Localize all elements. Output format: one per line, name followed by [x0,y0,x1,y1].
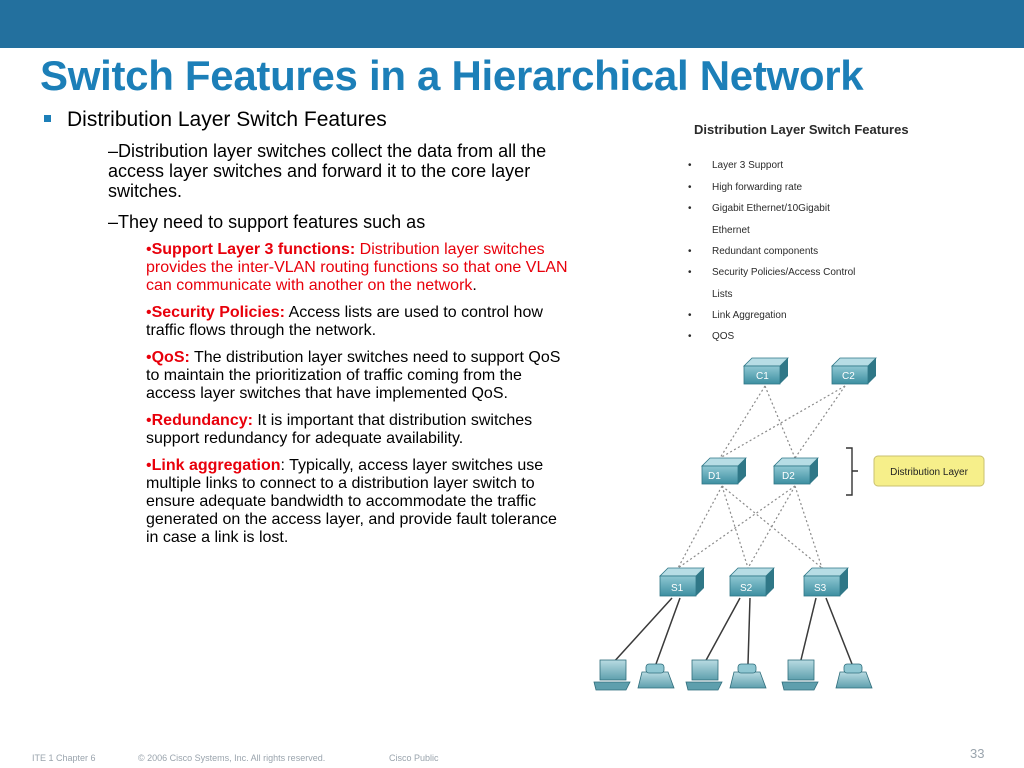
pc-icon [594,660,630,690]
diagram-feature: High forwarding rate [712,182,803,193]
sub-point-features: –They need to support features such as [108,212,426,232]
diagram-feature: Gigabit Ethernet/10Gigabit [712,203,830,214]
item-term: Redundancy: [151,412,253,429]
main-bullet-text: Distribution Layer Switch Features [67,108,387,131]
switch-s3 [804,568,848,596]
item-text: Access lists are used to control how traffic flows through the network. [146,304,543,339]
footer-course: ITE 1 Chapter 6 [32,753,96,763]
bullet-square-icon [44,115,51,122]
diagram-feature: Link Aggregation [712,310,787,321]
feature-item-link-aggregation [146,457,571,547]
diagram-heading: Distribution Layer Switch Features [694,122,909,137]
item-term: Support Layer 3 functions: [151,241,356,258]
item-term: QoS: [151,349,190,366]
footer-copyright: © 2006 Cisco Systems, Inc. All rights reserved. [138,753,326,763]
item-text: : Typically, access layer switches use multiple links to connect to a distribution layer switch to ensure adequate bandwidth to accommodate the traffic generated on the access layer, and provide fault tolerance in case a link is lost. [146,457,557,546]
feature-item-redundancy [146,412,571,448]
page-number: 33 [970,746,985,761]
main-bullet [44,108,387,132]
switch-label: C2 [842,371,855,382]
diagram-feature: Redundant components [712,246,819,257]
switch-label: C1 [756,371,769,382]
item-suffix: . [472,277,477,294]
layer-bracket [846,448,858,495]
diagram-feature: Layer 3 Support [712,160,784,171]
footer-classification: Cisco Public [389,753,439,763]
switch-label: S1 [671,583,684,594]
access-links [612,598,852,664]
diagram-feature: Lists [712,289,733,300]
switch-label: D1 [708,471,721,482]
item-bullet: • [146,457,152,474]
item-term: Security Policies: [151,304,285,321]
feature-item-layer3 [146,241,571,295]
ip-phone-icon [836,664,872,688]
switch-label: S2 [740,583,753,594]
feature-item-security [146,304,571,340]
switch-s1 [660,568,704,596]
item-bullet: • [146,304,152,321]
callout-label: Distribution Layer [890,467,968,478]
diagram-feature: Ethernet [712,225,750,236]
item-text: Distribution layer switches provides the inter-VLAN routing functions so that one VLAN can communicate with another on the network [146,241,568,294]
feature-bullet-dot: • [688,203,692,214]
slide-title: Switch Features in a Hierarchical Network [40,52,864,99]
item-text: It is important that distribution switches support redundancy for adequate availability. [146,412,533,447]
feature-bullet-dot: • [688,310,692,321]
feature-bullet-dot: • [688,160,692,171]
feature-bullet-dot: • [688,182,692,193]
ip-phone-icon [730,664,766,688]
item-text: The distribution layer switches need to support QoS to maintain the prioritization of traffic coming from the access layer switches that have implemented QoS. [146,349,561,402]
switch-c2 [832,358,876,384]
pc-icon [782,660,818,690]
feature-list [146,241,571,556]
item-term: Link aggregation [151,457,281,474]
switch-d2 [774,458,818,484]
item-bullet: • [146,412,152,429]
feature-item-qos [146,349,571,403]
switch-d1 [702,458,746,484]
pc-icon [686,660,722,690]
diagram-feature: Security Policies/Access Control [712,267,856,278]
switch-c1 [744,358,788,384]
top-bar [0,0,1024,48]
switch-s2 [730,568,774,596]
feature-bullet-dot: • [688,331,692,342]
network-diagram [590,112,1010,700]
item-bullet: • [146,241,152,258]
item-bullet: • [146,349,152,366]
diagram-feature: QOS [712,331,735,342]
feature-bullet-dot: • [688,267,692,278]
switch-label: S3 [814,583,827,594]
sub-point-collect: –Distribution layer switches collect the data from all the access layer switches and forward it to the core layer switches. [108,141,547,201]
switch-label: D2 [782,471,795,482]
ip-phone-icon [638,664,674,688]
feature-bullet-dot: • [688,246,692,257]
